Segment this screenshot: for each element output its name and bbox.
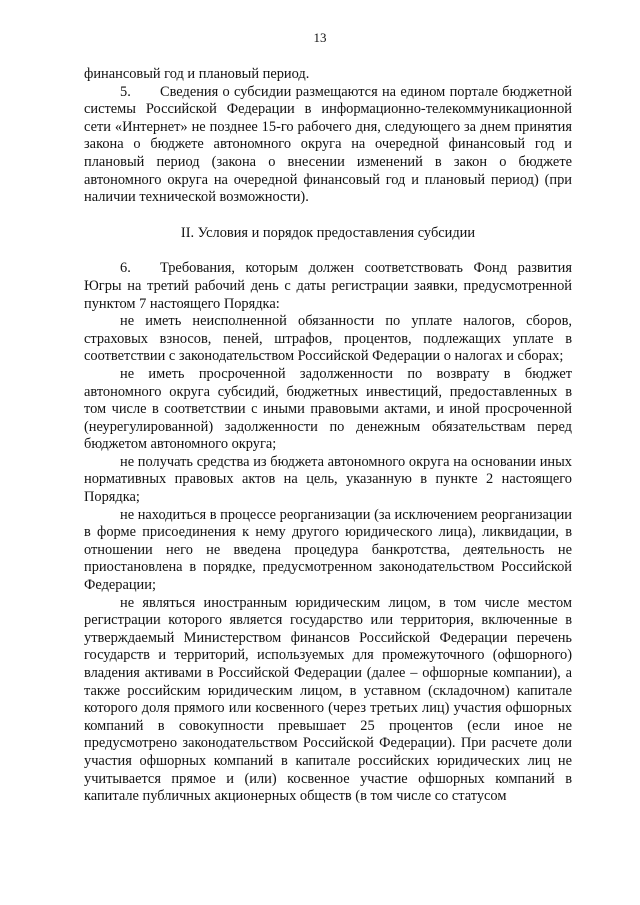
paragraph-number: 5. [120, 83, 131, 100]
paragraph-text: Сведения о субсидии размещаются на едином портале бюджетной системы Российской Федерации в информационно-телекоммуникационной сети «Интернет» не позднее 15-го рабочего дня, следующего за днем принятия закона о бюджете автономного округа на очередной финансовый год и плановый период (закона о внесении изменений в закон о бюджете автономного округа на очередной финансовый год и плановый период) (при наличии технической возможности). [84, 83, 572, 206]
document-body [84, 66, 572, 806]
page-number: 13 [313, 30, 327, 45]
requirement-foreign-entity: не являться иностранным юридическим лицом, в том числе местом регистрации которого является государство или территория, включенные в утверждаемый Министерством финансов Российской Федерации перечень государств и территорий, используемых для промежуточного (офшорного) владения активами в Российской Федерации (далее – офшорные компании), а также российским юридическим лицом, в уставном (складочном) капитале которого доля прямого или косвенного (через третьих лиц) участия офшорных компаний в совокупности превышает 25 процентов (если иное не предусмотрено законодательством Российской Федерации). При расчете доли участия офшорных компаний в капитале российских юридических лиц не учитывается прямое и (или) косвенное участие офшорных компаний в капитале публичных акционерных обществ (в том числе со статусом [84, 594, 572, 805]
requirement-reorganization: не находиться в процессе реорганизации (за исключением реорганизации в форме присоединения к нему другого юридического лица), ликвидации, в отношении него не введена процедура банкротства, деятельность не приостановлена в порядке, предусмотренном законодательством Российской Федерации; [84, 506, 572, 594]
paragraph-text: Требования, которым должен соответствовать Фонд развития Югры на третий рабочий день с даты регистрации заявки, предусмотренной пунктом 7 настоящего Порядка: [84, 260, 572, 312]
paragraph-continuation: финансовый год и плановый период. [84, 66, 310, 82]
requirement-debt: не иметь просроченной задолженности по возврату в бюджет автономного округа субсидий, бюджетных инвестиций, предоставленных в том числе в соответствии с иными правовыми актами, и иной просроченной (неурегулированной) задолженности по денежным обязательствам перед бюджетом автономного округа; [84, 365, 572, 453]
section-heading: II. Условия и порядок предоставления субсидии [180, 224, 476, 241]
paragraph-5 [84, 84, 572, 207]
paragraph-number: 6. [120, 260, 131, 277]
requirement-other-funds: не получать средства из бюджета автономного округа на основании иных нормативных правовых актов на цель, указанную в пункте 2 настоящего Порядка; [84, 453, 572, 506]
requirement-taxes: не иметь неисполненной обязанности по уплате налогов, сборов, страховых взносов, пеней, штрафов, процентов, подлежащих уплате в соответствии с законодательством Российской Федерации о налогах и сборах; [84, 313, 572, 365]
paragraph-6 [84, 260, 572, 313]
